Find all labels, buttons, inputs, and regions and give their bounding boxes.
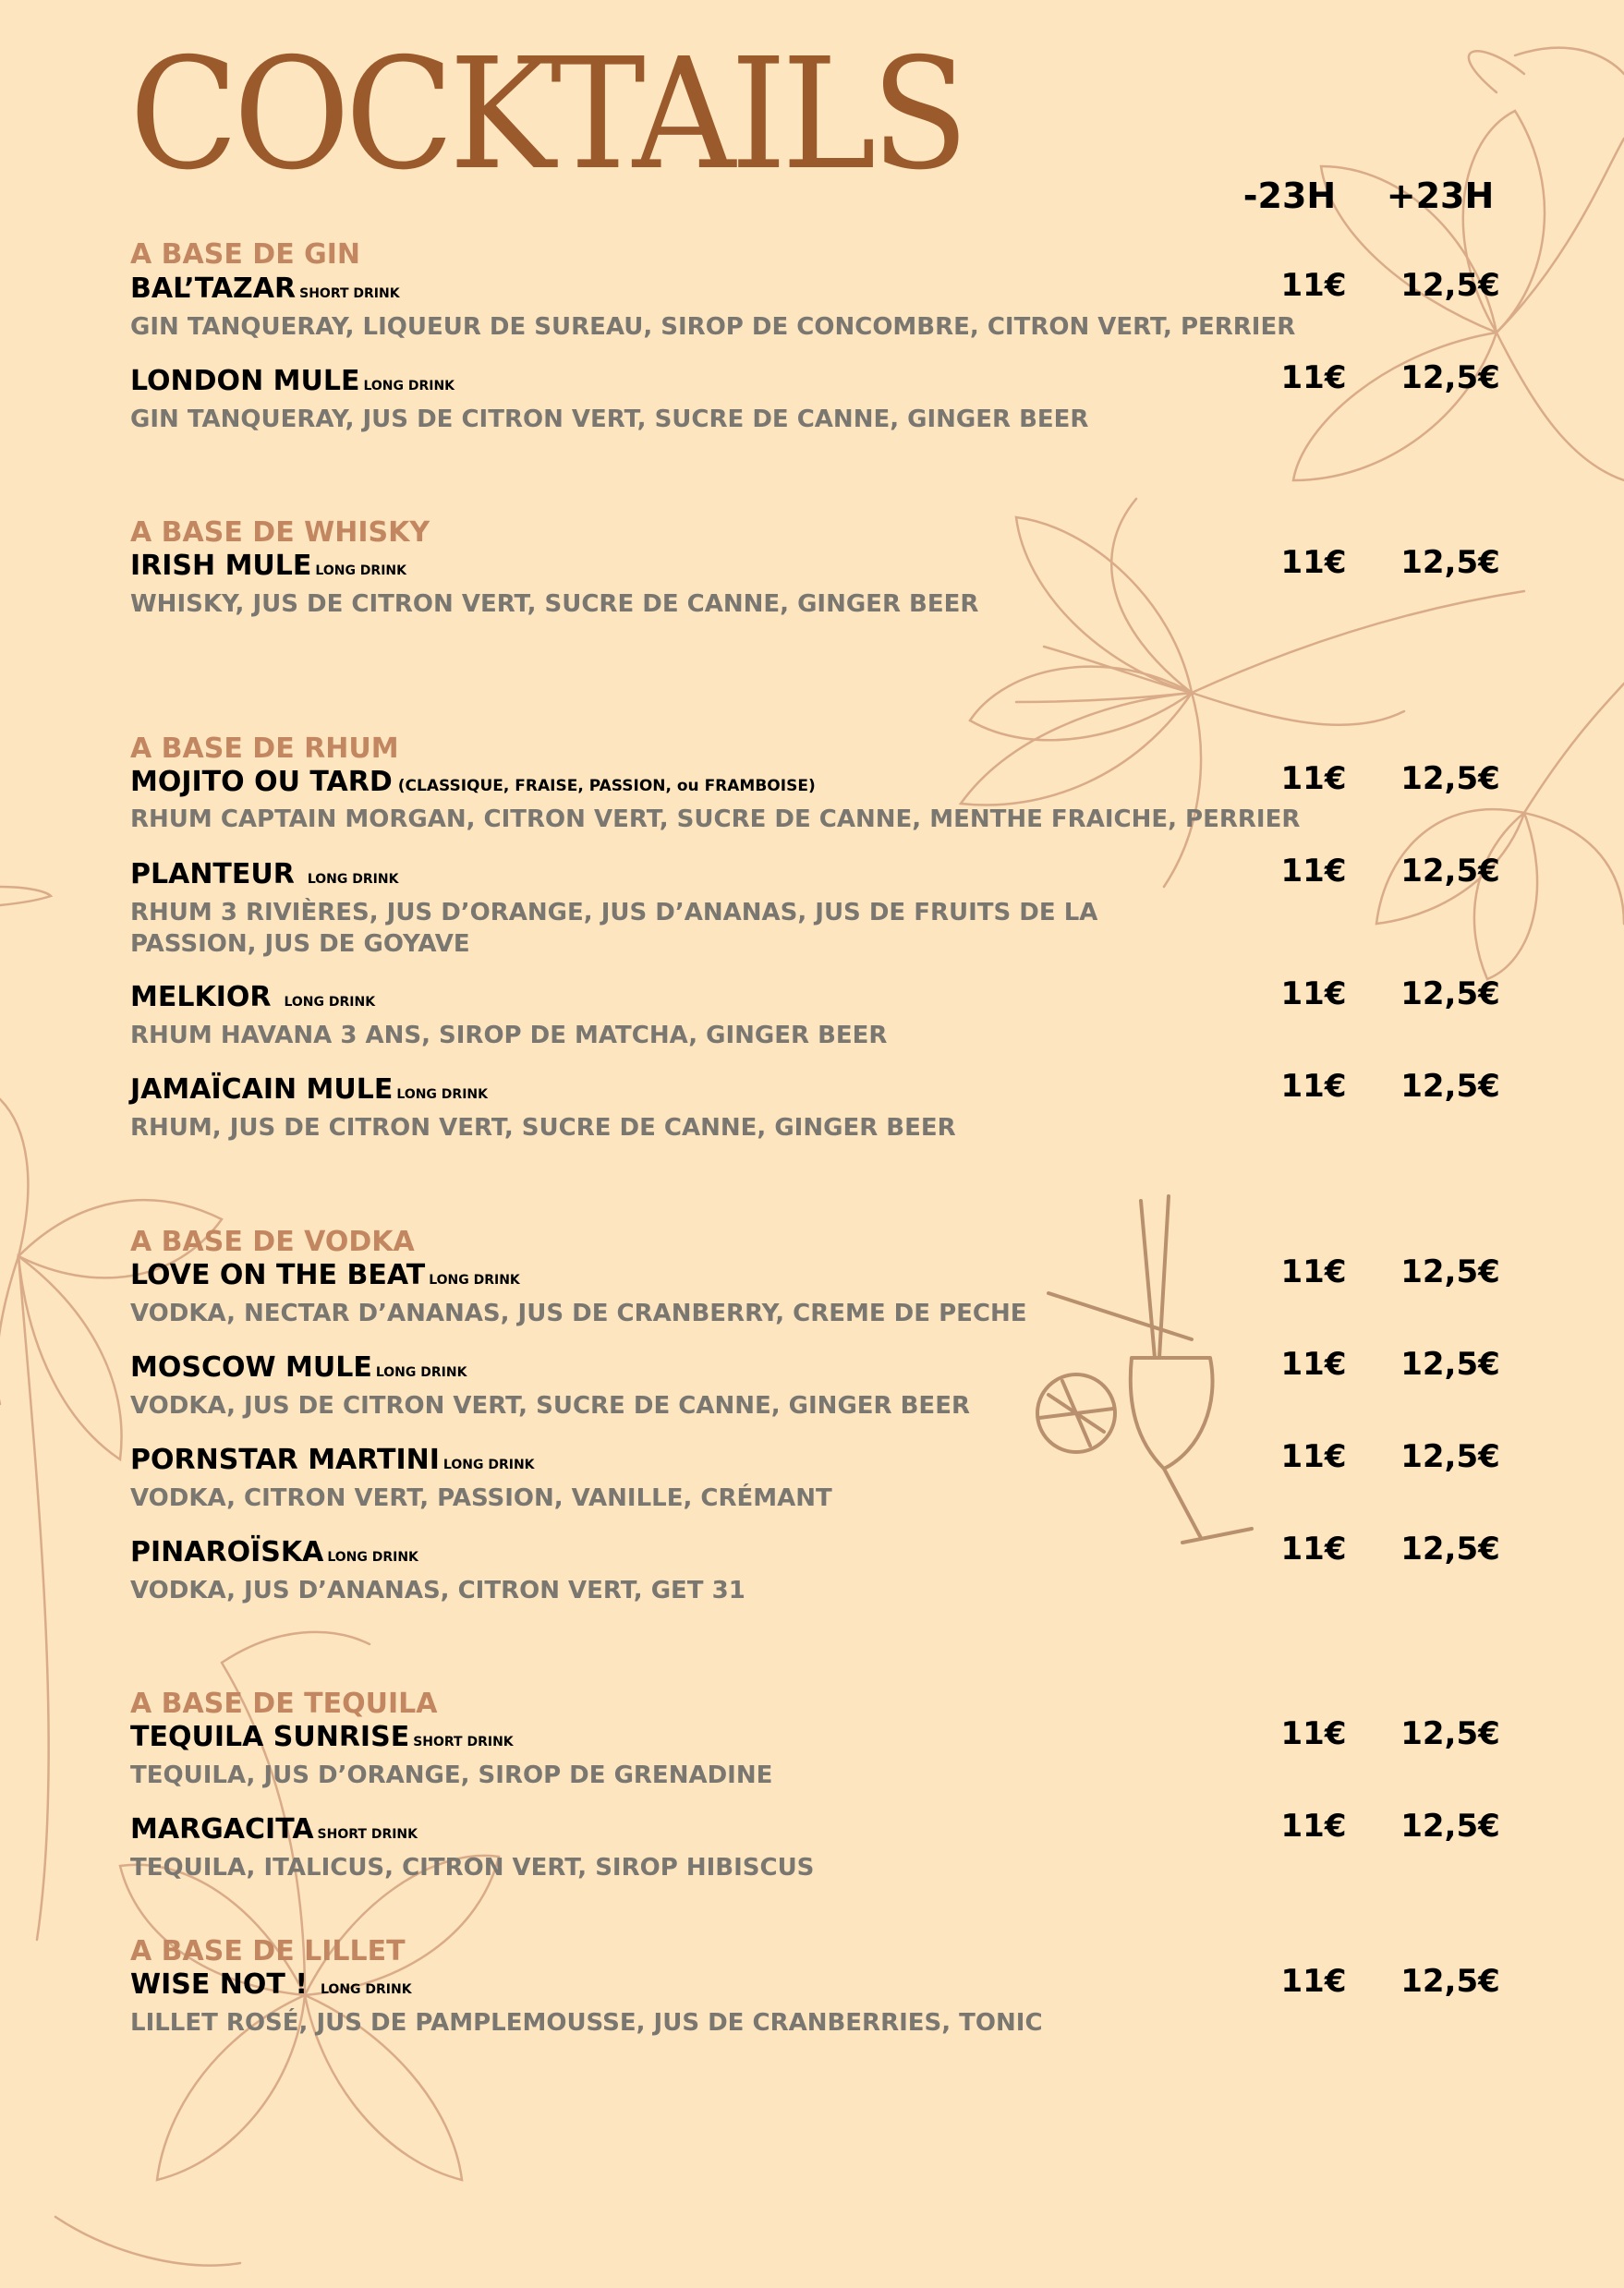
section-heading-rhum: A BASE DE RHUM xyxy=(130,732,399,765)
section-heading-whisky: A BASE DE WHISKY xyxy=(130,516,430,549)
section-heading-vodka: A BASE DE VODKA xyxy=(130,1226,415,1258)
item-name: MOJITO OU TARD xyxy=(130,766,393,798)
item-type: LONG DRINK xyxy=(375,1365,467,1380)
item-description: RHUM 3 RIVIÈRES, JUS D’ORANGE, JUS D’ANANAS, JUS DE FRUITS DE LA PASSION, JUS DE GOYAVE xyxy=(130,899,1098,958)
flower-illustration xyxy=(1376,684,1624,979)
price-after-23h: 12,5€ xyxy=(1400,975,1500,1012)
item-name: PLANTEUR xyxy=(130,858,295,890)
item-type: SHORT DRINK xyxy=(413,1735,514,1749)
section-heading-lillet: A BASE DE LILLET xyxy=(130,1935,406,1967)
menu-item xyxy=(130,1812,814,1883)
price-before-23h: 11€ xyxy=(1280,1808,1347,1845)
menu-item xyxy=(130,1350,970,1422)
price-after-23h: 12,5€ xyxy=(1400,760,1500,797)
item-type: LONG DRINK xyxy=(307,872,399,887)
item-description: RHUM, JUS DE CITRON VERT, SUCRE DE CANNE, GINGER BEER xyxy=(130,1114,956,1142)
price-after-23h: 12,5€ xyxy=(1400,1715,1500,1752)
menu-item xyxy=(130,1720,772,1791)
column-header-before-23h: -23H xyxy=(1242,176,1337,216)
price-after-23h: 12,5€ xyxy=(1400,1438,1500,1475)
flower-illustration xyxy=(1293,48,1624,480)
item-description: VODKA, JUS DE CITRON VERT, SUCRE DE CANNE, GINGER BEER xyxy=(130,1392,970,1420)
menu-item xyxy=(130,1967,1043,2039)
price-before-23h: 11€ xyxy=(1280,1531,1347,1568)
item-description: TEQUILA, ITALICUS, CITRON VERT, SIROP HIBISCUS xyxy=(130,1854,815,1882)
price-before-23h: 11€ xyxy=(1280,1438,1347,1475)
price-before-23h: 11€ xyxy=(1280,1253,1347,1290)
item-name: MELKIOR xyxy=(130,981,272,1013)
item-description: RHUM CAPTAIN MORGAN, CITRON VERT, SUCRE DE CANNE, MENTHE FRAICHE, PERRIER xyxy=(130,805,1301,833)
item-type: LONG DRINK xyxy=(363,379,455,393)
menu-item xyxy=(130,272,1295,343)
menu-item xyxy=(130,857,1146,960)
item-type: LONG DRINK xyxy=(284,995,376,1010)
item-name: BAL’TAZAR xyxy=(130,272,297,305)
item-type: LONG DRINK xyxy=(442,1458,535,1472)
item-description: LILLET ROSÉ, JUS DE PAMPLEMOUSSE, JUS DE CRANBERRIES, TONIC xyxy=(130,2009,1043,2037)
price-after-23h: 12,5€ xyxy=(1400,853,1500,890)
price-before-23h: 11€ xyxy=(1280,1963,1347,2000)
item-name: JAMAÏCAIN MULE xyxy=(130,1073,394,1106)
menu-item xyxy=(130,1535,745,1606)
price-before-23h: 11€ xyxy=(1280,1346,1347,1383)
menu-item xyxy=(130,1258,1027,1329)
item-type: LONG DRINK xyxy=(321,1982,412,1997)
price-after-23h: 12,5€ xyxy=(1400,1531,1500,1568)
item-name: TEQUILA SUNRISE xyxy=(130,1721,410,1753)
item-name: PORNSTAR MARTINI xyxy=(130,1444,440,1476)
cocktail-glass-illustration xyxy=(1037,1196,1252,1543)
price-before-23h: 11€ xyxy=(1280,267,1347,304)
menu-item xyxy=(130,980,887,1051)
item-variants: (CLASSIQUE, FRAISE, PASSION, ou FRAMBOISE) xyxy=(397,777,816,795)
item-type: LONG DRINK xyxy=(315,563,406,578)
price-before-23h: 11€ xyxy=(1280,760,1347,797)
item-name: MOSCOW MULE xyxy=(130,1351,372,1384)
price-before-23h: 11€ xyxy=(1280,853,1347,890)
menu-item xyxy=(130,1443,832,1514)
price-before-23h: 11€ xyxy=(1280,1715,1347,1752)
price-after-23h: 12,5€ xyxy=(1400,1253,1500,1290)
menu-item xyxy=(130,364,1088,435)
item-description: TEQUILA, JUS D’ORANGE, SIROP DE GRENADINE xyxy=(130,1761,773,1789)
item-name: LONDON MULE xyxy=(130,365,360,397)
item-description: GIN TANQUERAY, JUS DE CITRON VERT, SUCRE DE CANNE, GINGER BEER xyxy=(130,406,1089,433)
item-name: LOVE ON THE BEAT xyxy=(130,1259,426,1291)
item-type: LONG DRINK xyxy=(396,1087,488,1102)
menu-item xyxy=(130,1072,956,1144)
price-after-23h: 12,5€ xyxy=(1400,1808,1500,1845)
item-name: MARGACITA xyxy=(130,1813,314,1846)
item-type: LONG DRINK xyxy=(429,1273,520,1288)
price-after-23h: 12,5€ xyxy=(1400,1963,1500,2000)
menu-item xyxy=(130,765,1300,835)
item-description: WHISKY, JUS DE CITRON VERT, SUCRE DE CANNE, GINGER BEER xyxy=(130,590,979,618)
price-after-23h: 12,5€ xyxy=(1400,267,1500,304)
price-before-23h: 11€ xyxy=(1280,359,1347,396)
item-type: LONG DRINK xyxy=(327,1550,418,1565)
item-description: GIN TANQUERAY, LIQUEUR DE SUREAU, SIROP DE CONCOMBRE, CITRON VERT, PERRIER xyxy=(130,313,1296,341)
page-title: COCKTAILS xyxy=(129,26,964,204)
menu-item xyxy=(130,549,978,620)
price-after-23h: 12,5€ xyxy=(1400,359,1500,396)
price-before-23h: 11€ xyxy=(1280,544,1347,581)
price-after-23h: 12,5€ xyxy=(1400,1068,1500,1105)
item-name: PINAROÏSKA xyxy=(130,1536,324,1568)
item-description: VODKA, JUS D’ANANAS, CITRON VERT, GET 31 xyxy=(130,1577,745,1604)
price-after-23h: 12,5€ xyxy=(1400,1346,1500,1383)
price-before-23h: 11€ xyxy=(1280,1068,1347,1105)
section-heading-tequila: A BASE DE TEQUILA xyxy=(130,1688,438,1720)
price-before-23h: 11€ xyxy=(1280,975,1347,1012)
item-name: IRISH MULE xyxy=(130,550,312,582)
item-description: RHUM HAVANA 3 ANS, SIROP DE MATCHA, GINGER BEER xyxy=(130,1022,888,1049)
item-description: VODKA, NECTAR D’ANANAS, JUS DE CRANBERRY, CREME DE PECHE xyxy=(130,1300,1027,1327)
column-header-after-23h: +23H xyxy=(1386,176,1495,216)
price-after-23h: 12,5€ xyxy=(1400,544,1500,581)
item-description: VODKA, CITRON VERT, PASSION, VANILLE, CRÉMANT xyxy=(130,1484,832,1512)
item-type: SHORT DRINK xyxy=(317,1827,418,1842)
item-name: WISE NOT ! xyxy=(130,1968,308,2001)
item-type: SHORT DRINK xyxy=(299,286,400,301)
section-heading-gin: A BASE DE GIN xyxy=(130,238,361,271)
